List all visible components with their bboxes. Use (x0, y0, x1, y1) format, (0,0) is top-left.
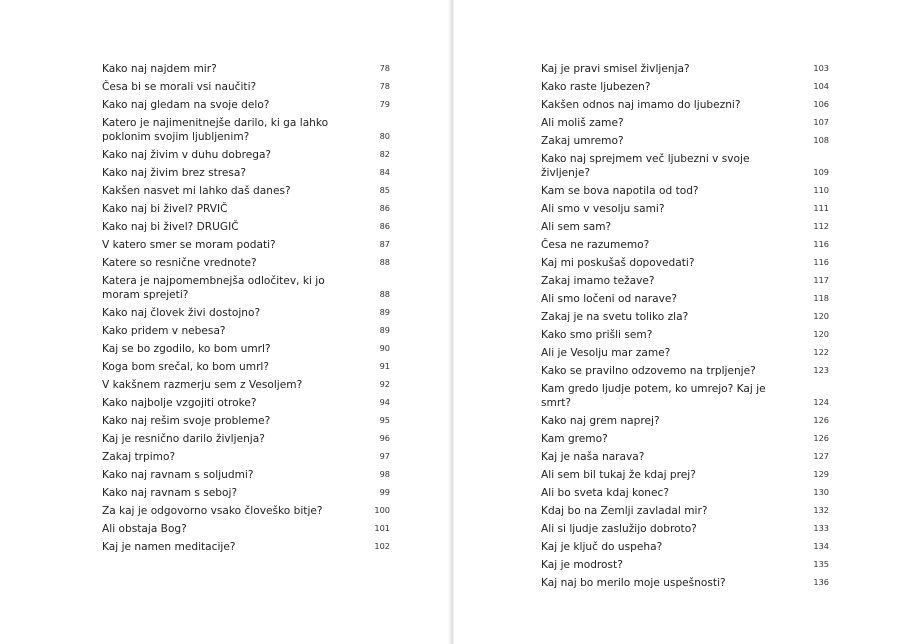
toc-entry-title: Kaj naj bo merilo moje uspešnosti? (541, 577, 726, 589)
toc-entry (541, 182, 829, 200)
toc-entry-page-number: 120 (813, 311, 829, 321)
toc-entry (102, 200, 390, 218)
toc-entry-title: V katero smer se moram podati? (102, 239, 276, 251)
toc-entry (541, 412, 829, 430)
toc-entry (541, 132, 829, 150)
toc-entry (102, 60, 390, 78)
toc-entry-title: Kako naj gledam na svoje delo? (102, 99, 270, 111)
toc-entry-page-number: 89 (379, 307, 390, 317)
toc-entry-title: Zakaj imamo težave? (541, 275, 655, 287)
right-page (454, 0, 904, 644)
toc-entry-title: Kako se pravilno odzovemo na trpljenje? (541, 365, 756, 377)
toc-entry-title: Zakaj umremo? (541, 135, 624, 147)
toc-entry-page-number: 87 (379, 239, 390, 249)
toc-entry (541, 254, 829, 272)
toc-entry-page-number: 99 (379, 487, 390, 497)
toc-entry (541, 448, 829, 466)
toc-entry-title: Kako smo prišli sem? (541, 329, 653, 341)
toc-entry-title: Česa bi se morali vsi naučiti? (102, 81, 257, 93)
toc-entry (102, 78, 390, 96)
toc-entry-page-number: 129 (813, 469, 829, 479)
toc-entry-page-number: 134 (813, 541, 829, 551)
toc-entry-page-number: 122 (813, 347, 829, 357)
toc-entry-title: Kako naj ravnam s soljudmi? (102, 469, 254, 481)
toc-entry (541, 502, 829, 520)
toc-entry-page-number: 109 (813, 167, 829, 177)
toc-entry-page-number: 96 (379, 433, 390, 443)
toc-entry-title: Ali je Vesolju mar zame? (541, 347, 671, 359)
toc-entry (102, 182, 390, 200)
toc-entry (541, 430, 829, 448)
toc-entry-page-number: 100 (374, 505, 390, 515)
toc-entry-title: Kaj je namen meditacije? (102, 541, 236, 553)
toc-entry (541, 344, 829, 362)
toc-entry-title: Katero je najimenitnejše darilo, ki ga lahko poklonim svojim ljubljenim? (102, 117, 329, 143)
toc-entry-title: Kaj je modrost? (541, 559, 623, 571)
toc-entry (541, 574, 829, 592)
toc-entry-title: Ali smo v vesolju sami? (541, 203, 665, 215)
toc-entry (102, 520, 390, 538)
toc-entry-page-number: 86 (379, 203, 390, 213)
toc-entry-page-number: 132 (813, 505, 829, 515)
toc-entry-page-number: 80 (379, 131, 390, 141)
toc-entry (541, 484, 829, 502)
toc-entry (541, 218, 829, 236)
toc-entry-page-number: 107 (813, 117, 829, 127)
toc-entry-page-number: 120 (813, 329, 829, 339)
toc-entry-page-number: 92 (379, 379, 390, 389)
toc-entry-page-number: 88 (379, 257, 390, 267)
toc-entry (102, 430, 390, 448)
toc-entry (102, 96, 390, 114)
toc-entry-title: Koga bom srečal, ko bom umrl? (102, 361, 269, 373)
toc-entry (102, 502, 390, 520)
toc-entry (541, 78, 829, 96)
toc-entry-page-number: 111 (813, 203, 829, 213)
toc-entry (102, 538, 390, 556)
toc-entry-title: Kako naj živim v duhu dobrega? (102, 149, 272, 161)
toc-entry-page-number: 104 (813, 81, 829, 91)
toc-entry (541, 362, 829, 380)
toc-entry-page-number: 130 (813, 487, 829, 497)
toc-entry-title: Kako naj živim brez stresa? (102, 167, 247, 179)
toc-entry-title: Kako najbolje vzgojiti otroke? (102, 397, 257, 409)
toc-entry-title: Kakšen nasvet mi lahko daš danes? (102, 185, 291, 197)
toc-entry-page-number: 82 (379, 149, 390, 159)
toc-entry-page-number: 94 (379, 397, 390, 407)
toc-entry-title: Kako naj ravnam s seboj? (102, 487, 238, 499)
toc-entry (102, 218, 390, 236)
toc-entry-title: Kako raste ljubezen? (541, 81, 651, 93)
toc-entry-page-number: 84 (379, 167, 390, 177)
toc-entry-page-number: 123 (813, 365, 829, 375)
toc-entry-page-number: 135 (813, 559, 829, 569)
toc-entry-title: Česa ne razumemo? (541, 239, 650, 251)
toc-entry (541, 326, 829, 344)
toc-entry-page-number: 103 (813, 63, 829, 73)
toc-entry-title: Kako naj človek živi dostojno? (102, 307, 261, 319)
toc-entry-title: Kako naj grem naprej? (541, 415, 660, 427)
toc-entry-page-number: 79 (379, 99, 390, 109)
toc-entry-title: Kdaj bo na Zemlji zavladal mir? (541, 505, 708, 517)
toc-entry (102, 164, 390, 182)
toc-entry-title: Ali smo ločeni od narave? (541, 293, 678, 305)
toc-entry-title: Ali moliš zame? (541, 117, 624, 129)
toc-entry (541, 308, 829, 326)
toc-entry-page-number: 136 (813, 577, 829, 587)
toc-entry (541, 556, 829, 574)
left-page (0, 0, 450, 644)
toc-entry (541, 236, 829, 254)
toc-entry-page-number: 102 (374, 541, 390, 551)
toc-entry-title: V kakšnem razmerju sem z Vesoljem? (102, 379, 303, 391)
toc-entry-title: Ali si ljudje zaslužijo dobroto? (541, 523, 697, 535)
toc-entry (541, 60, 829, 78)
toc-entry-page-number: 85 (379, 185, 390, 195)
toc-entry-title: Katere so resnične vrednote? (102, 257, 257, 269)
toc-entry-page-number: 124 (813, 397, 829, 407)
toc-entry (102, 448, 390, 466)
toc-entry-page-number: 101 (374, 523, 390, 533)
toc-entry (102, 412, 390, 430)
toc-entry (541, 290, 829, 308)
toc-entry-page-number: 86 (379, 221, 390, 231)
toc-entry-title: Kakšen odnos naj imamo do ljubezni? (541, 99, 741, 111)
toc-entry-page-number: 89 (379, 325, 390, 335)
toc-entry-page-number: 117 (813, 275, 829, 285)
toc-entry-title: Ali obstaja Bog? (102, 523, 187, 535)
toc-entry-title: Kaj je naša narava? (541, 451, 645, 463)
toc-entry-title: Ali sem sam? (541, 221, 612, 233)
toc-entry-page-number: 78 (379, 63, 390, 73)
toc-entry (102, 304, 390, 322)
toc-entry (541, 114, 829, 132)
toc-entry-page-number: 108 (813, 135, 829, 145)
toc-entry-title: Katera je najpomembnejša odločitev, ki jo moram sprejeti? (102, 275, 325, 301)
toc-entry-title: Kaj se bo zgodilo, ko bom umrl? (102, 343, 271, 355)
toc-entry-page-number: 95 (379, 415, 390, 425)
toc-entry (102, 358, 390, 376)
toc-entry (541, 466, 829, 484)
toc-entry-page-number: 133 (813, 523, 829, 533)
toc-entry-title: Kam gredo ljudje potem, ko umrejo? Kaj je smrt? (541, 383, 766, 409)
toc-entry-page-number: 88 (379, 289, 390, 299)
toc-entry (541, 380, 829, 412)
toc-entry-page-number: 112 (813, 221, 829, 231)
toc-entry (102, 146, 390, 164)
toc-entry (541, 96, 829, 114)
toc-entry-title: Kako naj bi živel? DRUGIČ (102, 221, 239, 233)
table-of-contents-left (102, 60, 390, 556)
toc-entry (541, 150, 829, 182)
toc-entry-title: Zakaj trpimo? (102, 451, 176, 463)
toc-entry-page-number: 116 (813, 257, 829, 267)
toc-entry (541, 272, 829, 290)
toc-entry-title: Kako naj sprejmem več ljubezni v svoje življenje? (541, 153, 750, 179)
toc-entry-title: Kaj je ključ do uspeha? (541, 541, 663, 553)
toc-entry (102, 272, 390, 304)
toc-entry (541, 538, 829, 556)
toc-entry-title: Kako naj bi živel? PRVIČ (102, 203, 228, 215)
toc-entry-title: Ali bo sveta kdaj konec? (541, 487, 669, 499)
toc-entry-title: Kako naj rešim svoje probleme? (102, 415, 271, 427)
toc-entry-page-number: 90 (379, 343, 390, 353)
toc-entry-page-number: 116 (813, 239, 829, 249)
toc-entry-title: Kaj je pravi smisel življenja? (541, 63, 690, 75)
toc-entry (541, 200, 829, 218)
toc-entry (102, 466, 390, 484)
toc-entry (102, 114, 390, 146)
toc-entry-title: Kaj mi poskušaš dopovedati? (541, 257, 695, 269)
toc-entry (102, 322, 390, 340)
toc-entry-title: Kam gremo? (541, 433, 608, 445)
toc-entry-page-number: 78 (379, 81, 390, 91)
toc-entry-title: Zakaj je na svetu toliko zla? (541, 311, 689, 323)
toc-entry-title: Za kaj je odgovorno vsako človeško bitje? (102, 505, 323, 517)
table-of-contents-right (541, 60, 829, 592)
toc-entry (102, 394, 390, 412)
toc-entry-title: Kako pridem v nebesa? (102, 325, 226, 337)
toc-entry-title: Kako naj najdem mir? (102, 63, 217, 75)
toc-entry-page-number: 106 (813, 99, 829, 109)
toc-entry (102, 236, 390, 254)
toc-entry-page-number: 97 (379, 451, 390, 461)
toc-entry-page-number: 126 (813, 415, 829, 425)
toc-entry (102, 340, 390, 358)
toc-entry-page-number: 126 (813, 433, 829, 443)
toc-entry-page-number: 127 (813, 451, 829, 461)
toc-entry-title: Ali sem bil tukaj že kdaj prej? (541, 469, 696, 481)
toc-entry-page-number: 98 (379, 469, 390, 479)
toc-entry (102, 484, 390, 502)
toc-entry-title: Kam se bova napotila od tod? (541, 185, 699, 197)
toc-entry (541, 520, 829, 538)
toc-entry-page-number: 118 (813, 293, 829, 303)
toc-entry-title: Kaj je resnično darilo življenja? (102, 433, 265, 445)
toc-entry (102, 376, 390, 394)
toc-entry-page-number: 110 (813, 185, 829, 195)
toc-entry (102, 254, 390, 272)
toc-entry-page-number: 91 (379, 361, 390, 371)
